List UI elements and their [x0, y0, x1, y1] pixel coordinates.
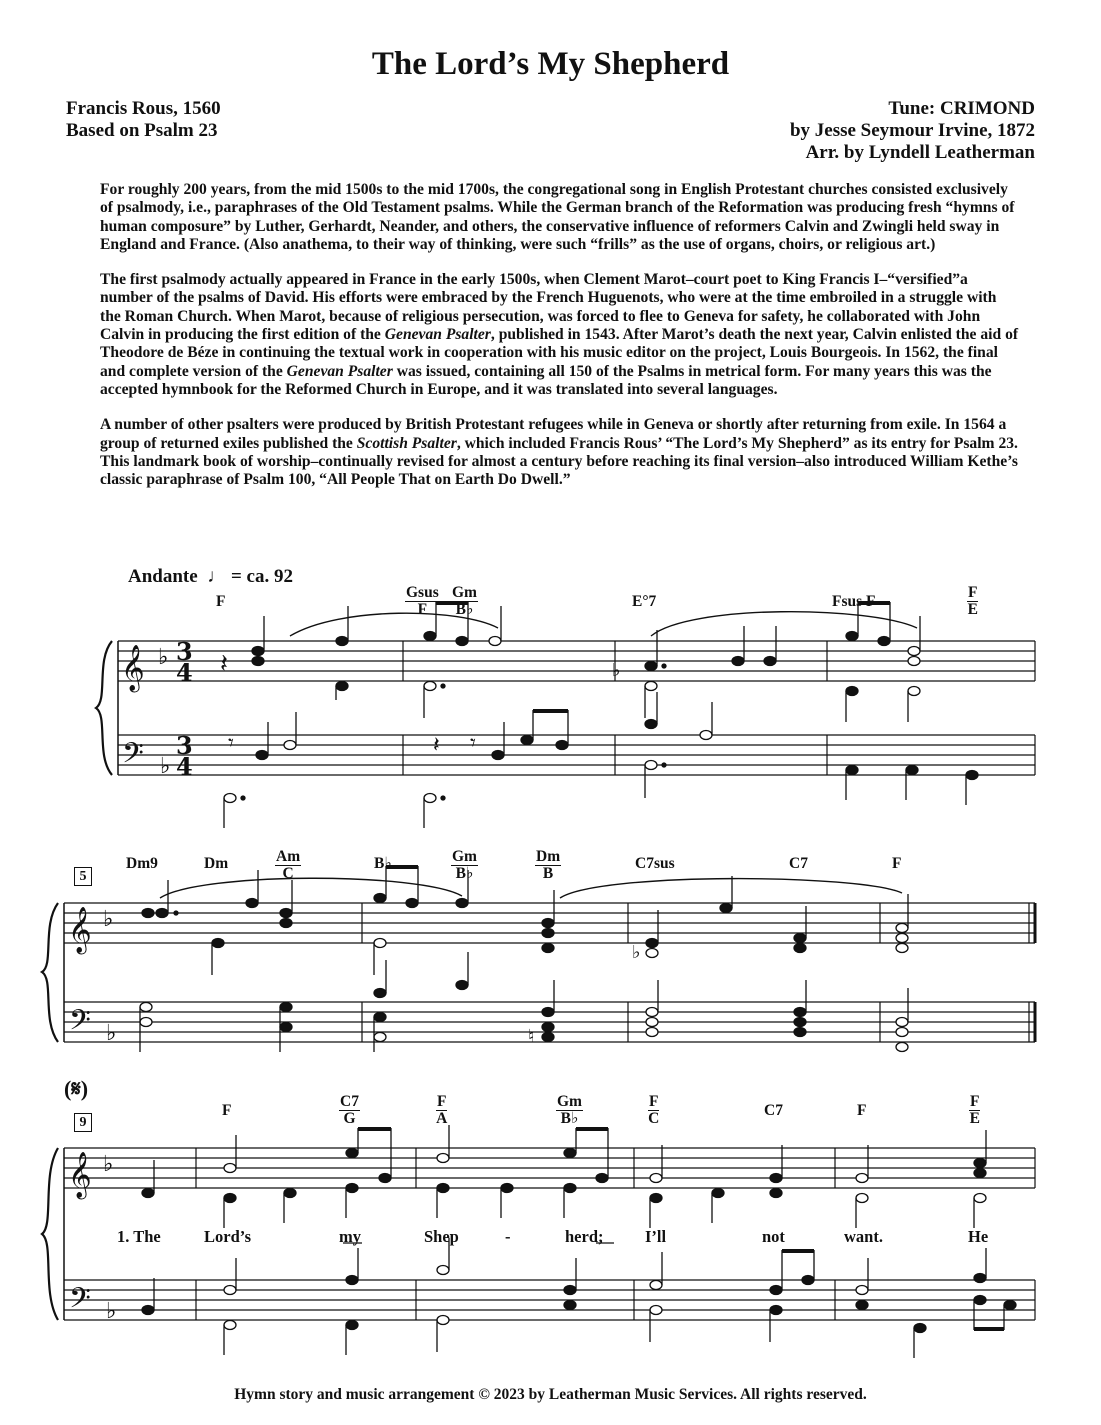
natural-icon: ♮: [528, 1026, 535, 1047]
chord-symbol: Dm9: [126, 855, 158, 872]
quarter-note-icon: ♩: [207, 566, 227, 587]
chord-symbol: E°7: [632, 593, 657, 610]
source-credit: Based on Psalm 23: [66, 120, 218, 141]
story-paragraph-1: For roughly 200 years, from the mid 1500s to the mid 1700s, the congregational song in English Protestant churches consisted exclusively of psalmody, i.e., paraphrases of the Old Testament psalms. While the German branch of the Reformation was producing fresh “hymns of human composure” by Luther, Gerhardt, Neander, and others, the conservative influence of reformers Calvin and Zwingli held sway in England and France. (Also anathema, to their way of thinking, were such “frills” as the use of organs, choirs, or religious art.): [100, 181, 1015, 253]
eighth-rest-icon: 𝄾: [228, 731, 234, 756]
flat-icon: ♭: [103, 1151, 114, 1177]
lyric-syllable: -: [505, 1227, 511, 1246]
treble-clef-icon: 𝄞: [121, 645, 145, 691]
flat-icon: ♭: [106, 1298, 117, 1324]
quarter-rest-icon: 𝄽: [220, 649, 228, 679]
treble-clef-icon: 𝄞: [68, 1152, 92, 1198]
treble-clef-icon: 𝄞: [68, 907, 92, 953]
quarter-rest-icon: 𝄽: [433, 733, 440, 758]
chord-symbol: F: [216, 593, 226, 610]
chord-symbol: C7 G: [340, 1093, 359, 1127]
story-paragraph-2: The first psalmody actually appeared in France in the early 1500s, when Clement Marot–court poet to King Francis I–“versified”a number of the psalms of David. His efforts were embraced by the French Huguenots, who were at the time embroiled in a struggle with the Roman Church. When Marot, because of religious persecution, was forced to flee to Geneva for safety, he collaborated with John Calvin in producing the first edition of the Genevan Psalter, published in 1543. After Marot’s death the next year, Calvin enlisted the aid of Theodore de Béze in continuing the textual work in cooperation with his music editor on the project, Louis Bourgeois. In 1562, the final and complete version of the Genevan Psalter was issued, containing all 150 of the Psalms in metrical form. For many years this was the accepted hymnbook for the Reformed Church in Europe, and it was translated into several languages.: [100, 271, 1019, 398]
brace-icon: [42, 903, 58, 1042]
measure-number: 9: [74, 1113, 92, 1132]
chord-symbol: Am C: [276, 848, 301, 882]
lyric-syllable: He: [968, 1227, 989, 1246]
flat-icon: ♭: [612, 660, 621, 681]
lyric-syllable: not: [762, 1227, 785, 1246]
tune-name: Tune: CRIMOND: [888, 98, 1035, 119]
chord-symbol: Fsus F: [832, 593, 876, 610]
eighth-rest-icon: 𝄾: [470, 731, 476, 756]
page-title: The Lord’s My Shepherd: [371, 46, 730, 82]
time-signature: 3: [176, 731, 193, 760]
lyric-syllable: Shep: [424, 1227, 459, 1246]
chord-symbol: Dm B: [536, 848, 561, 882]
arranger-credit: Arr. by Lyndell Leatherman: [805, 142, 1035, 163]
chord-symbol: C7: [789, 855, 808, 872]
story-paragraph-3: A number of other psalters were produced by British Protestant refugees while in Geneva or shortly after returning from exile. In 1564 a group of returned exiles published the Scottish Psalter, which included Francis Rous’ “The Lord’s My Shepherd” as its entry for Psalm 23. This landmark book of worship–continually revised for almost a century before reaching its final version–also introduced William Kethe’s classic paraphrase of Psalm 100, “All People That on Earth Do Dwell.”: [100, 416, 1018, 489]
chord-symbol: F: [892, 855, 902, 872]
lyric-syllable: want.: [844, 1227, 883, 1246]
composer-credit: by Jesse Seymour Irvine, 1872: [789, 120, 1035, 141]
lyric-syllable: herd;: [565, 1227, 604, 1246]
brace-icon: [96, 641, 112, 775]
chord-symbol: F: [222, 1102, 232, 1119]
chord-symbol: F E: [969, 1093, 980, 1127]
segno-sign: (𝄋): [64, 1076, 89, 1101]
lyric-syllable: 1. The: [117, 1227, 161, 1246]
flat-icon: ♭: [158, 644, 169, 670]
chord-symbol: C7sus: [635, 855, 675, 872]
chord-symbol: F C: [648, 1093, 660, 1127]
chord-symbol: Gm B♭: [452, 848, 477, 882]
lyric-syllable: Lord’s: [204, 1227, 252, 1246]
time-signature: 4: [176, 752, 193, 781]
flat-icon: ♭: [106, 1020, 117, 1046]
flat-icon: ♭: [160, 753, 171, 779]
chord-symbol: F: [857, 1102, 867, 1119]
chord-symbol: Dm: [204, 855, 229, 872]
chord-symbol: Gsus F: [406, 584, 439, 618]
chord-symbol: F A: [436, 1093, 448, 1127]
staff-lines: [64, 1148, 1035, 1320]
lyric-syllable: my: [339, 1227, 361, 1246]
chord-symbol: Gm B♭: [557, 1093, 582, 1127]
chord-symbol: F E: [967, 584, 978, 618]
flat-icon: ♭: [103, 906, 114, 932]
chord-symbol: C7: [764, 1102, 783, 1119]
bass-clef-icon: 𝄢: [122, 737, 144, 777]
chord-symbol: Gm B♭: [452, 584, 477, 618]
bass-clef-icon: 𝄢: [69, 1004, 91, 1044]
author-credit: Francis Rous, 1560: [66, 98, 221, 119]
chord-symbol: B♭: [374, 855, 392, 872]
copyright-footer: Hymn story and music arrangement © 2023 by Leatherman Music Services. All rights reserved.: [234, 1386, 867, 1403]
lyric-syllable: I’ll: [645, 1227, 667, 1246]
time-signature: 4: [176, 658, 193, 687]
flat-icon: ♭: [632, 942, 641, 963]
time-signature: 3: [176, 637, 193, 666]
measure-number: 5: [74, 867, 92, 886]
brace-icon: [42, 1148, 58, 1320]
bass-clef-icon: 𝄢: [69, 1282, 91, 1322]
tempo-marking: Andante ♩ = ca. 92: [128, 566, 293, 587]
